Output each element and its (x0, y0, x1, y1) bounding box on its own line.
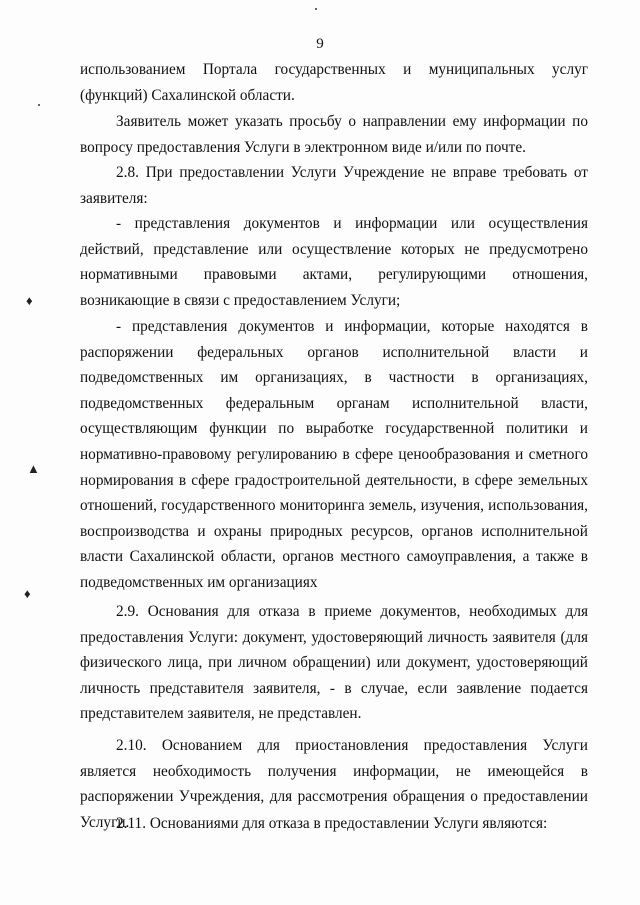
paragraph-2-8: 2.8. При предоставлении Услуги Учреждение не вправе требовать от заявителя: (80, 164, 588, 207)
paragraph-2-11: 2.11. Основаниями для отказа в предоставлении Услуги являются: (116, 815, 548, 832)
paragraph-2-9: 2.9. Основания для отказа в приеме документов, необходимых для предоставления Услуги: документ, удостоверяющий личность заявителя (для физического лица, при личном обращении) или документ, удостоверяющий личность представителя заявителя, - в случае, если заявление подается представителем заявителя, не представлен. (80, 603, 588, 723)
scan-dot-2 (315, 8, 317, 10)
scan-mark-3: ♦ (24, 586, 31, 601)
paragraph-2-10: 2.10. Основанием для приостановления предоставления Услуги является необходимость получения информации, не имеющейся в распоряжении Учреждения, для рассмотрения обращения о предоставлении Услуги. (80, 737, 588, 831)
paragraph-portal-continuation: использованием Портала государственных и муниципальных услуг (функций) Сахалинской области. (80, 61, 588, 104)
paragraph-2-8-item-2: - представления документов и информации, которые находятся в распоряжении федеральных органов исполнительной власти и подведомственных им организациях, в частности в организациях, подведомственных федеральным органам исполнительной власти, осуществляющим функции по выработке государственной политики и нормативно-правовому регулированию в сфере ценообразования и сметного нормирования в сфере градостроительной деятельности, в сфере земельных отношений, государственного мониторинга земель, изучения, использования, воспроизводства и охраны природных ресурсов, органов исполнительной власти Сахалинской области, органов местного самоуправления, а также в подведомственных им организациях (80, 318, 588, 591)
scan-mark-1: ♦ (26, 293, 33, 308)
paragraph-2-8-item-1: - представления документов и информации или осуществления действий, представление или осуществление которых не предусмотрено нормативными правовыми актами, регулирующими отношения, возникающие в связи с предоставлением Услуги; (80, 215, 588, 309)
scan-mark-2: ▲ (27, 461, 40, 476)
page-number: 9 (316, 36, 324, 52)
scan-dot-1 (38, 104, 40, 106)
paragraph-applicant-request: Заявитель может указать просьбу о направлении ему информации по вопросу предоставления Услуги в электронном виде и/или по почте. (80, 113, 588, 156)
